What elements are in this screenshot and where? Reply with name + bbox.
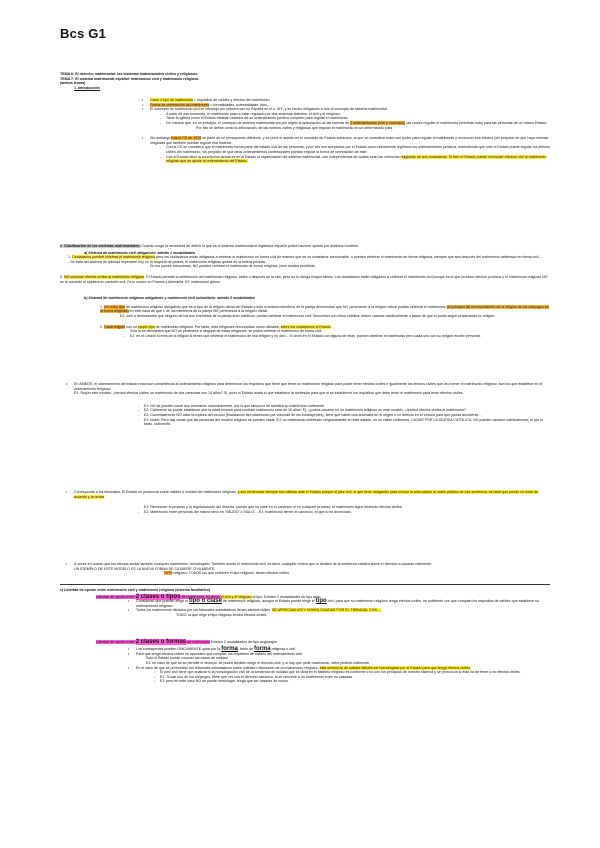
tema-7-heading: TEMA 7: El sistema matrimonial español: matrimonio civil y matrimonio religioso. — [60, 76, 200, 81]
ambos-case-2: - EJ: Civilmente se puede establecer que la edad mínima para contraer matrimonio será de 16 años. Ej: ¿podría casarse en un matrimonio religioso en este modelo, ¿tendría efectos civiles el matrimonio? — [144, 408, 550, 413]
ambos-case-1: - EJ: NO se pueden casar dos hermanos canónicamente, por lo que tampoco se admitirá su matrimonio civilmente. — [144, 404, 550, 409]
intro-dash-2: - Tanto la Iglesia como el Estado estaban dotados de un ordenamiento jurídico completo para regular el matrimonio. — [166, 116, 550, 121]
corresponde-paragraph: • Corresponde a los tribunales. El Estado se pronuncia sobre validez o nulidad del matrimonio religioso. y sus sentencias siempre son válidas ante el Estado porque el juez civil, si que tiene obligación para revisar la adecuación al orden público de esa sentencia, es decir que puede no estar de acuerdo y la revisa. — [74, 490, 550, 499]
system-b-1-example: EJ: sólo a demostrarse que ninguno de los dos miembros de la pareja eran católicos, podían celebrar el matrimonio civil. Musulmán con chica católica: deben casarse católicamente o pasar de que el podía seguir practicando su religión. — [120, 313, 496, 318]
corresponde-block — [60, 490, 550, 514]
divider — [60, 584, 550, 585]
ambos-case-4: - EJ: Israel: Pero hay cosas que las personas del modelo religioso se pueden casar. EJ: un matrimonio celebrado religiosamente en este estado, no es válido civilmente. CASAR POR LA IGLESIA CATÓLICA: NO pueden casarse católicamente, ni por lo tanto, civilmente. — [144, 418, 550, 427]
ambos-example: EJ: Según este modelo, ¿tendrá efectos civiles un matrimonio de dos personas con 14 años? Sí, pues el Estado acata lo que establece la confesión para que si se establecen los requisitos que debe tener el matrimonio para tener efectos civiles. — [74, 391, 464, 396]
corresponde-case-1: - EJ: Reconocer el proceso y la regularización del divorcio, puesto que no cabe en el canónico ni en cualquier proceso, el matrimonio sigue teniendo efectos civiles. — [144, 505, 550, 510]
ambos-case-3: - EJ: Canónicamente NO cabe la ruptura del vínculo (finalización del matrimonio por voluntad de los contrayentes), tiene que haber una anomalía en el origen o un defecto en el vínculo para que pueda disolverse... — [144, 413, 550, 418]
intro-dash-1: - A partir de ese momento, el matrimonio pasó a estar regulado por dos sistemas distintos: el civil y el religioso. — [166, 112, 550, 117]
system-b-2-dash-2: - EJ: en el Líbano si eres de la religión A tienes que celebrar el matrimonio de esa religión y no otro... Si vives en el Estado con alguna de ellas, pueden celebrar el matrimonio pero cada uno con su religión escrito personal. — [130, 334, 550, 339]
libertad-1: Libertad de opción entre 2 clases o tipos de matrimonio, es decir: el civil y el religioso el tipo. Existen 2 modalidades de tipo laico — [96, 593, 321, 600]
libertad-1-bullet-2: • Todos los matrimonios dictados por los tribunales eclesiásticos tienen efectos civiles. SE APRECIAN ASÍ Y HOMOLOGADAS POR EL TRIBUNAL CIVIL... — [136, 608, 550, 613]
system-a-heading: a) Sistema de matrimonio civil obligatorio: admite 2 modalidades — [84, 250, 196, 255]
system-b-2: 2. Cada religión con su propio tipo de matrimonio religioso. Por tanto, esta religiones reconocidas como oficiales, sobre los ciudadanos el Estado. — [100, 324, 332, 329]
tema-6-heading: TEMA 6: El derecho matrimonial: los sistemas matrimoniales civiles y religiosos. — [60, 72, 199, 76]
intro-block — [60, 98, 550, 164]
libertad-2-sub-3: ◦ EJ: pero en este caso NO se puede homologar, tenga que ser casarse de nuevo. — [160, 679, 550, 684]
libertad-2: Libertad de opción entre 2 clases o formas de matrimonio Existen 2 modalidades de tipo anglosajón — [96, 638, 278, 645]
intro-bullet-1: • Clase o tipo de matrimonio = requisitos de validez y efectos del matrimonio. — [150, 98, 550, 103]
section-1-heading: 1. Introducción — [74, 85, 100, 90]
system-a-1-example: En los países comunistas, NO pueden celebrar el matrimonio de forma religiosa, pues estaba prohibido. — [150, 264, 316, 269]
system-a-2: 2. NO concede efectos civiles al matrimonio religioso. El Estado permite la celebración del matrimonio religioso, antes o después de la civil, pero no lo otorga ningún efecto. Los ciudadanos están obligados a celebrar el matrimonio civil porque es el que produce efectos jurídicos y el matrimonio religioso NO se le concede ni siquiera su carácter civil. Es lo ocurre en Francia y Alemania. EJ: matrimonio gitano — [60, 274, 548, 284]
libertad-2-bullet-2: • Para que tenga efectos civiles es necesario que cumplan los requisitos de validez del ordenamiento civil. — [136, 652, 550, 657]
section-2-heading: 2. Clasificación de los sistemas matrimoniales: Cuando surge la necesidad de definir lo que es el sistema matrimonial el legislador español podrá hacerse optado por distintos modelos. — [60, 244, 360, 248]
a-veces-model: UN EJEMPLO DE ESTE MODELO ES LA NUEVA FORMA DE CASARSE CIVILMENTE. — [74, 566, 216, 571]
intro-note: Por ello se define como la articulación, de las normas civiles y religiosas que regulan el matrimonio en un determinado país. — [196, 125, 394, 130]
corresponde-case-2: - EJ: Matrimonio entre personas del mismo sexo en 'VÁLIDO' o 'NULO'... EJ: matrimonio tienen el canónico, el que lo ha divorciado. — [144, 510, 550, 515]
libertad-2-note-1: Solo el Estado puede conocer los casos de nulidad. — [146, 656, 229, 661]
libertad-1-bullet-1: • Consideran que puedan elegir el tipo o clase de matrimonio religioso, aunque el Estado puede elegir el tipo civil, para que su matrimonio religioso tenga efectos civiles, es suficiente con que cumplan los requisitos de validez que establece su ordenamiento religioso. — [136, 599, 550, 608]
libertad-2-sub-1: ◦ El juez civil tiene que analizar si la homologación civil de la sentencia de nulidad que se dicta en el sistema religioso es conforme o no con los principios de nuestro sistema y se pronuncia si ésta ha de tener o no efectos civiles. — [160, 670, 550, 675]
ambos-paragraph: • En AMBOS, el ordenamiento del estado reconoce competencia al ordenamiento religioso para determinar los requisitos que tiene que tener un matrimonio religioso para poder tener efectos civiles e igualmente los efectos civiles que va a tener el matrimonio religioso, son los que establece en el ordenamiento religioso. — [74, 382, 550, 391]
header-block — [60, 72, 550, 90]
a-veces-block — [60, 562, 550, 576]
system-a-1-note: - Se trata del sistema de laicidad imperante hoy en la mayoría de países, el matrimonio religioso queda en la esfera privada. — [68, 259, 266, 264]
libertad-1-note: TODO: la que elige el tipo religioso tendrá efectos civiles. — [176, 612, 268, 617]
libertad-heading: c) Libertad de opción entre matrimonio civil y matrimonio religioso (sistema facultativo) — [60, 588, 210, 592]
libertad-block — [60, 588, 550, 684]
system-b-2-dash-1: - Solo si se demuestra que NO se pertenece a ninguna de estas religiones, se podrá celebrar el matrimonio de forma civil. — [130, 329, 550, 334]
document-title: Bcs G1 — [60, 26, 107, 41]
section-2-block — [60, 244, 550, 338]
libertad-2-bullet-3: • En el caso de que se pronuncien los tribunales eclesiásticos sobre nulidad o disolución de un matrimonio religioso, ésta sentencia de nulidad deberá ser homologada por el Estado para que tenga efectos civiles. — [136, 666, 550, 671]
intro-bullet-2: • Forma de celebración del matrimonio = formalidades, solemnidades, ritos... — [150, 103, 550, 108]
a-veces-tipo: TIPO religioso: TODOS los que celebren el tipo religioso, tienen efectos civiles. — [164, 571, 290, 576]
ambos-temas: (ambos temas) — [60, 81, 86, 86]
libertad-2-bullet-1: • Los contrayentes pueden ÚNICAMENTE optar por la forma, tanto de forma religiosa o civil. — [136, 647, 550, 652]
a-veces-paragraph: • A veces en cuanto que los efectos anular también cualquier matrimonio, homologarlo. También anular el matrimonio civil, es decir, cualquier motivo que lo declare de la sentencia católica anule el derecho a casarse civilmente. — [74, 562, 550, 567]
intro-bullet-3: • El concepto de matrimonio civil se introdujo por primera vez en España en el s. XIX, y es hecho obligatorio a raíz el concepto de sistema matrimonial. — [150, 107, 550, 112]
ambos-block — [60, 382, 550, 427]
intro-dash-5: - Con la CE se considera que el matrimonio forma parte del estado civil de las personas, y por ello son aceptados por el Estado como únicamente legítimos los ordenamientos jurídicos, entendiendo que sólo el Estado puede regular los efectos civiles del matrimonio, sin perjuicio de que otros ordenamientos confesionales puedan regular la forma de celebración de este. — [166, 145, 550, 154]
intro-dash-6: - Con el Estado laico la concepción actual es en el Estado la organización del sistema matrimonial, con independencia de cuáles sean las creencias religiosas de sus ciudadanos. Si bien el Estado puede reconocer eficacia civil al matrimonio religioso que se ajuste al ordenamiento del Estado. — [166, 155, 550, 164]
intro-bullet-4: • Sin embargo tras la CE de 1978 se parte de un presupuesto diferente, y se pone el acento en el concepto de Estado soberano, al que se considera único con poder para regular el matrimonio y reconocer sus efectos (sin perjuicio de que haya normas religiosas que también puedan regular esa materia. — [150, 136, 550, 145]
system-a-1: 1. Ciudadanos pueden celebrar el matrimonio religioso pero los ciudadanos están obligados a celebrar el matrimonio en forma civil de manera que se va considerar sancionable, o pueden celebrar el matrimonio en forma religiosa, siempre que sea después del matrimonio celebrado en forma civil... — [68, 255, 542, 260]
system-b-1: 1. Un único tipo de matrimonio religioso obligatorio que es el tipo de la religión oficial del Estado y sólo si ambos miembros de la pareja demuestran que NO pertenecen a la religión oficial podrán celebrar el matrimonio (el principio de reconocimiento de la religión de los cónyuges en la forma religiosa) en este caso de que 1 de los miembros de la pareja NO pertenezca a la religión oficial. — [100, 304, 549, 314]
libertad-2-sub-2: ◦ EJ: Si cae uno de los cónyuges, tiene que ver con el derecho canónico, si se concede a un matrimonio entre no casadas. — [160, 675, 550, 680]
system-b-heading: b) Sistema de matrimonio religioso obligatorio y matrimonio civil subsidiario: admite 2 modalidades — [84, 296, 255, 301]
intro-dash-3: - De manera que, en un principio, el concepto de sistema matrimonial era por objeto la articulación de las normas de 2 ordenamientos (civil y canónico), las cuales regulan el matrimonio (mientras más) para las personas de un mismo Estado. — [166, 121, 550, 126]
libertad-2-note-2: EJ: en caso de que no se permite el divorcio, se podrá también elegir el divorcio civil, y si hay que pedir matrimonio, debe pedirse civilmente. — [146, 660, 371, 665]
